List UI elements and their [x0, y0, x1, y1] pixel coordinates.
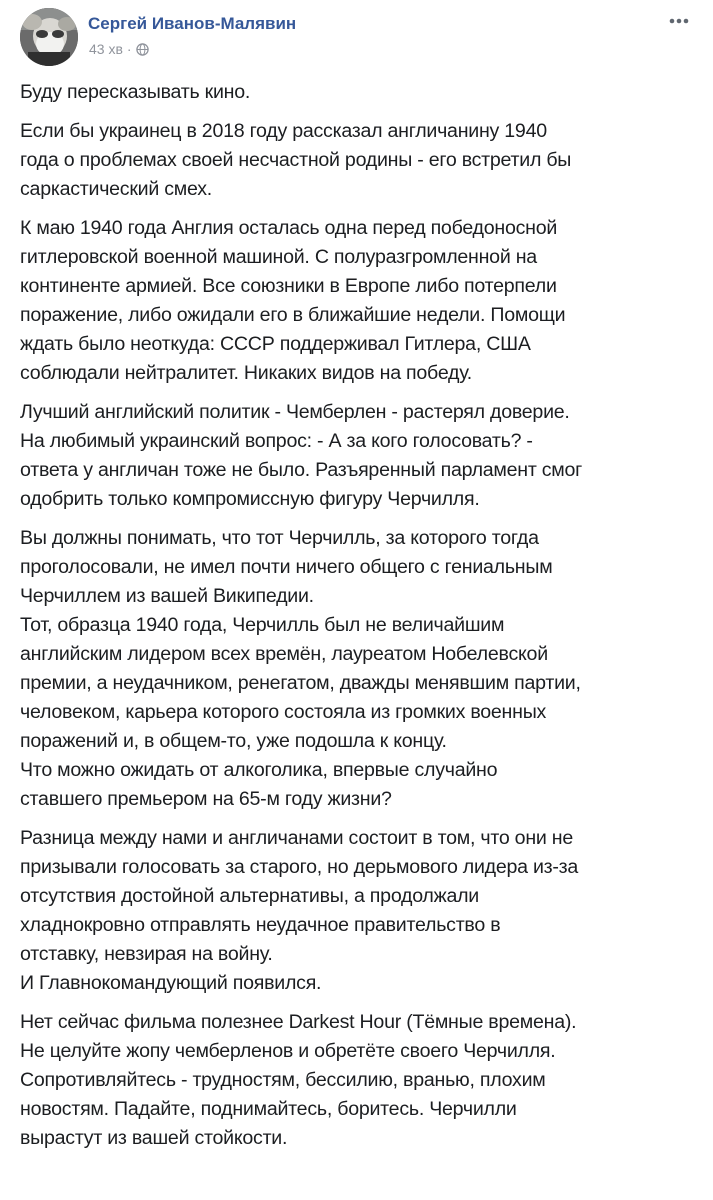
post-header: [20, 8, 700, 68]
globe-icon[interactable]: [136, 43, 149, 56]
avatar-photo-icon: [20, 8, 78, 66]
meta-separator: ·: [126, 41, 132, 57]
post-meta: [89, 41, 149, 57]
post-paragraph: Буду пересказывать кино.: [20, 81, 251, 103]
post-body: [20, 78, 696, 1163]
post-paragraph: Разница между нами и англичанами состоит в том, что они не призывали голосовать за старого, но дерьмового лидера из-за отсутствия достойной альтернативы, а продолжали хладнокровно отправлять неудачное правительство в отставку, невзирая на войну. И Главнокомандующий появился.: [20, 827, 579, 994]
post-paragraph: К маю 1940 года Англия осталась одна перед победоносной гитлеровской военной машиной. С полуразгромленной на континенте армией. Все союзники в Европе либо потерпели поражение, либо ожидали его в ближайшие недели. Помощи ждать было неоткуда: СССР поддерживал Гитлера, США соблюдали нейтралитет. Никаких видов на победу.: [20, 217, 566, 384]
post-paragraph: Вы должны понимать, что тот Черчилль, за которого тогда проголосовали, не имел почти ничего общего с гениальным Черчиллем из вашей Википедии. Тот, образца 1940 года, Черчилль был не величайшим английским лидером всех времён, лауреатом Нобелевской премии, а неудачником, ренегатом, дважды менявшим партии, человеком, карьера которого состояла из громких военных поражений и, в общем-то, уже подошла к концу. Что можно ожидать от алкоголика, впервые случайно ставшего премьером на 65-м году жизни?: [20, 527, 581, 810]
more-options-icon: [666, 10, 692, 32]
post-paragraph: Лучший английский политик - Чемберлен - растерял доверие. На любимый украинский вопрос: - А за кого голосовать? - ответа у англичан тоже не было. Разъяренный парламент смог одобрить только компромиссную фигуру Черчилля.: [20, 401, 583, 510]
post-paragraph: Если бы украинец в 2018 году рассказал англичанину 1940 года о проблемах своей несчастной родины - его встретил бы саркастический смех.: [20, 120, 572, 200]
post-timestamp[interactable]: 43 хв: [89, 41, 123, 57]
post-paragraph: Нет сейчас фильма полезнее Darkest Hour (Тёмные времена). Не целуйте жопу чемберленов и обретёте своего Черчилля. Сопротивляйтесь - трудностям, бессилию, вранью, плохим новостям. Падайте, поднимайтесь, боритесь. Черчилли вырастут из вашей стойкости.: [20, 1011, 577, 1149]
author-avatar[interactable]: [20, 8, 78, 66]
author-name-link[interactable]: Сергей Иванов-Малявин: [88, 14, 297, 33]
post-options-button[interactable]: [666, 10, 692, 32]
